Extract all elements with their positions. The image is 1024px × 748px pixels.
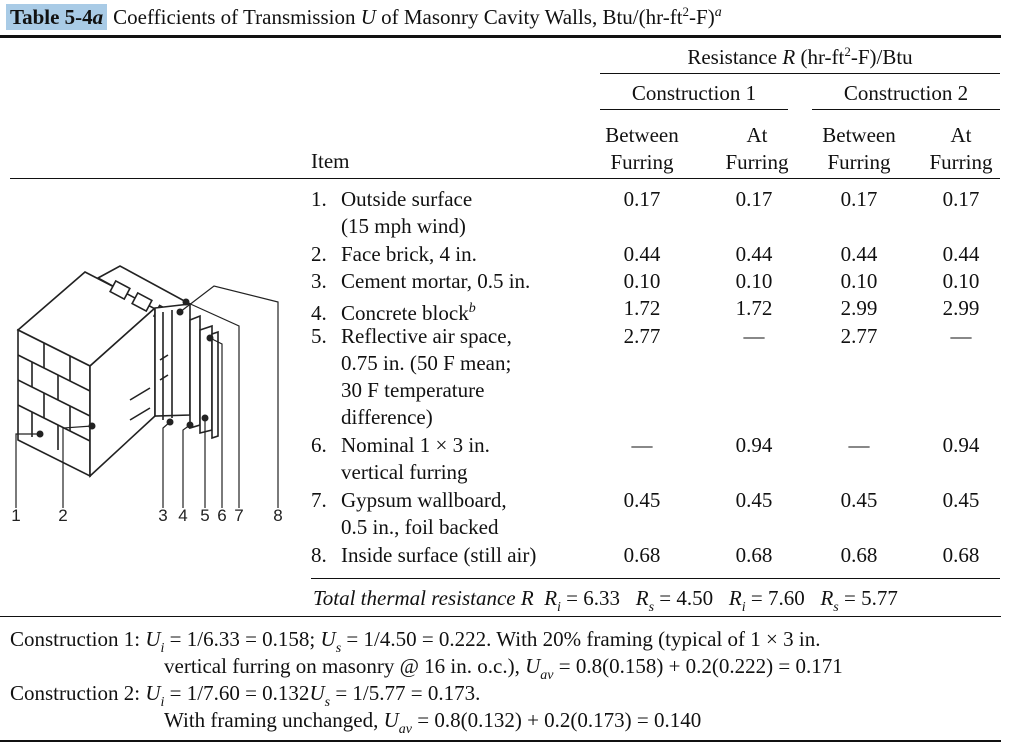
footnote-c2: Construction 2: $U_i = 1/7.60 = 0.132U_s = 1/5.77 = 0.173$.	[10, 681, 481, 710]
value-cell: 0.45	[840, 488, 878, 512]
total-ri-1: $R_i = 6.33$	[544, 586, 621, 615]
value-cell: 2.77	[840, 324, 878, 348]
table-title	[6, 4, 722, 30]
diagram-label-6: 6	[217, 506, 227, 525]
footnote-c2-line1: $U_i = 1/7.60 = 0.132U_s = 1/5.77 = 0.173$.	[145, 681, 481, 710]
value-cell: 0.68	[735, 543, 773, 567]
wall-section-diagram	[0, 250, 300, 540]
table-label: Table 5-4a	[6, 4, 107, 30]
resistance-rule	[600, 73, 1000, 74]
col4-header: At Furring	[929, 123, 993, 174]
item-row-3: 3. Cement mortar, 0.5 in.	[311, 269, 531, 293]
col3-header: Between Furring	[822, 123, 896, 174]
value-cell: 0.68	[942, 543, 980, 567]
construction2-header: Construction 2	[843, 81, 969, 105]
diagram-label-1: 1	[11, 506, 21, 525]
value-cell: 0.45	[735, 488, 773, 512]
item-row-1: 1. Outside surface (15 mph wind)	[311, 187, 473, 238]
footnote-c1-line2: vertical furring on masonry @ 16 in. o.c.), $U_{av} = 0.8(0.158) + 0.2(0.222) = 0.171$	[164, 654, 843, 683]
value-cell: 0.17	[840, 187, 878, 211]
value-cell: 1.72	[623, 296, 661, 320]
diagram-label-3: 3	[158, 506, 168, 525]
item-row-7: 7. Gypsum wallboard, 0.5 in., foil backed	[311, 488, 507, 539]
diagram-label-8: 8	[273, 506, 283, 525]
col1-header: Between Furring	[605, 123, 679, 174]
header-rule	[10, 178, 1000, 179]
value-cell: 0.10	[623, 269, 661, 293]
value-cell: —	[848, 433, 870, 457]
value-cell: —	[743, 324, 765, 348]
value-cell: 0.10	[735, 269, 773, 293]
resistance-header: Resistance R $(hr-ft^2-F)$/Btu	[687, 44, 913, 69]
value-cell: 1.72	[735, 296, 773, 320]
totals-top-rule	[311, 578, 1000, 579]
item-header: Item	[311, 149, 350, 173]
item-row-8: 8. Inside surface (still air)	[311, 543, 537, 567]
diagram-label-7: 7	[234, 506, 244, 525]
value-cell: 0.68	[623, 543, 661, 567]
total-rs-1: $R_s = 4.50$	[635, 586, 714, 615]
value-cell: 0.94	[735, 433, 773, 457]
footnote-c2-line2: With framing unchanged, $U_{av} = 0.8(0.132) + 0.2(0.173) = 0.140$	[164, 708, 702, 737]
diagram-label-5: 5	[200, 506, 210, 525]
diagram-label-4: 4	[178, 506, 188, 525]
value-cell: 0.44	[623, 242, 661, 266]
total-rs-2: $R_s = 5.77$	[820, 586, 898, 615]
value-cell: —	[950, 324, 972, 348]
total-ri-2: $R_i = 7.60$	[728, 586, 805, 615]
title-text: Coefficients of Transmission U of Masonry Cavity Walls, Btu/$(hr-ft^2-F)^a$	[113, 4, 722, 29]
value-cell: 0.44	[735, 242, 773, 266]
value-cell: 0.68	[840, 543, 878, 567]
construction2-rule	[812, 109, 1000, 110]
bottom-rule	[0, 740, 1001, 742]
value-cell: 2.99	[840, 296, 878, 320]
construction1-rule	[600, 109, 788, 110]
value-cell: 0.17	[942, 187, 980, 211]
item-row-4: 4. Concrete block$^b$	[311, 301, 476, 325]
value-cell: 0.45	[942, 488, 980, 512]
value-cell: 0.17	[623, 187, 661, 211]
value-cell: 0.94	[942, 433, 980, 457]
footnote-c1: Construction 1: $U_i = 1/6.33 = 0.158$; $U_s = 1/4.50 = 0.222$. With 20% framing (typical of 1 × 3 in.	[10, 627, 821, 656]
value-cell: 2.77	[623, 324, 661, 348]
item-row-5: 5. Reflective air space, 0.75 in. (50 F mean; 30 F temperature difference)	[311, 324, 512, 429]
value-cell: 0.44	[840, 242, 878, 266]
construction1-header: Construction 1	[631, 81, 757, 105]
value-cell: 0.44	[942, 242, 980, 266]
value-cell: 0.17	[735, 187, 773, 211]
value-cell: —	[631, 433, 653, 457]
diagram-label-2: 2	[58, 506, 68, 525]
diagram-labels	[11, 506, 282, 525]
footnote-c1-line1: $U_i = 1/6.33 = 0.158$; $U_s = 1/4.50 = 0.222$. With 20% framing (typical of 1 × 3 in.	[145, 627, 821, 656]
value-cell: 0.10	[942, 269, 980, 293]
item-row-6: 6. Nominal 1 × 3 in. vertical furring	[311, 433, 490, 484]
title-rule	[0, 35, 1001, 38]
value-cell: 2.99	[942, 296, 980, 320]
col2-header: At Furring	[725, 123, 789, 174]
totals-bottom-rule	[0, 616, 1001, 617]
value-cell: 0.10	[840, 269, 878, 293]
total-label: Total thermal resistance R	[313, 586, 534, 610]
item-row-2: 2. Face brick, 4 in.	[311, 242, 477, 266]
value-cell: 0.45	[623, 488, 661, 512]
total-row	[313, 586, 898, 615]
